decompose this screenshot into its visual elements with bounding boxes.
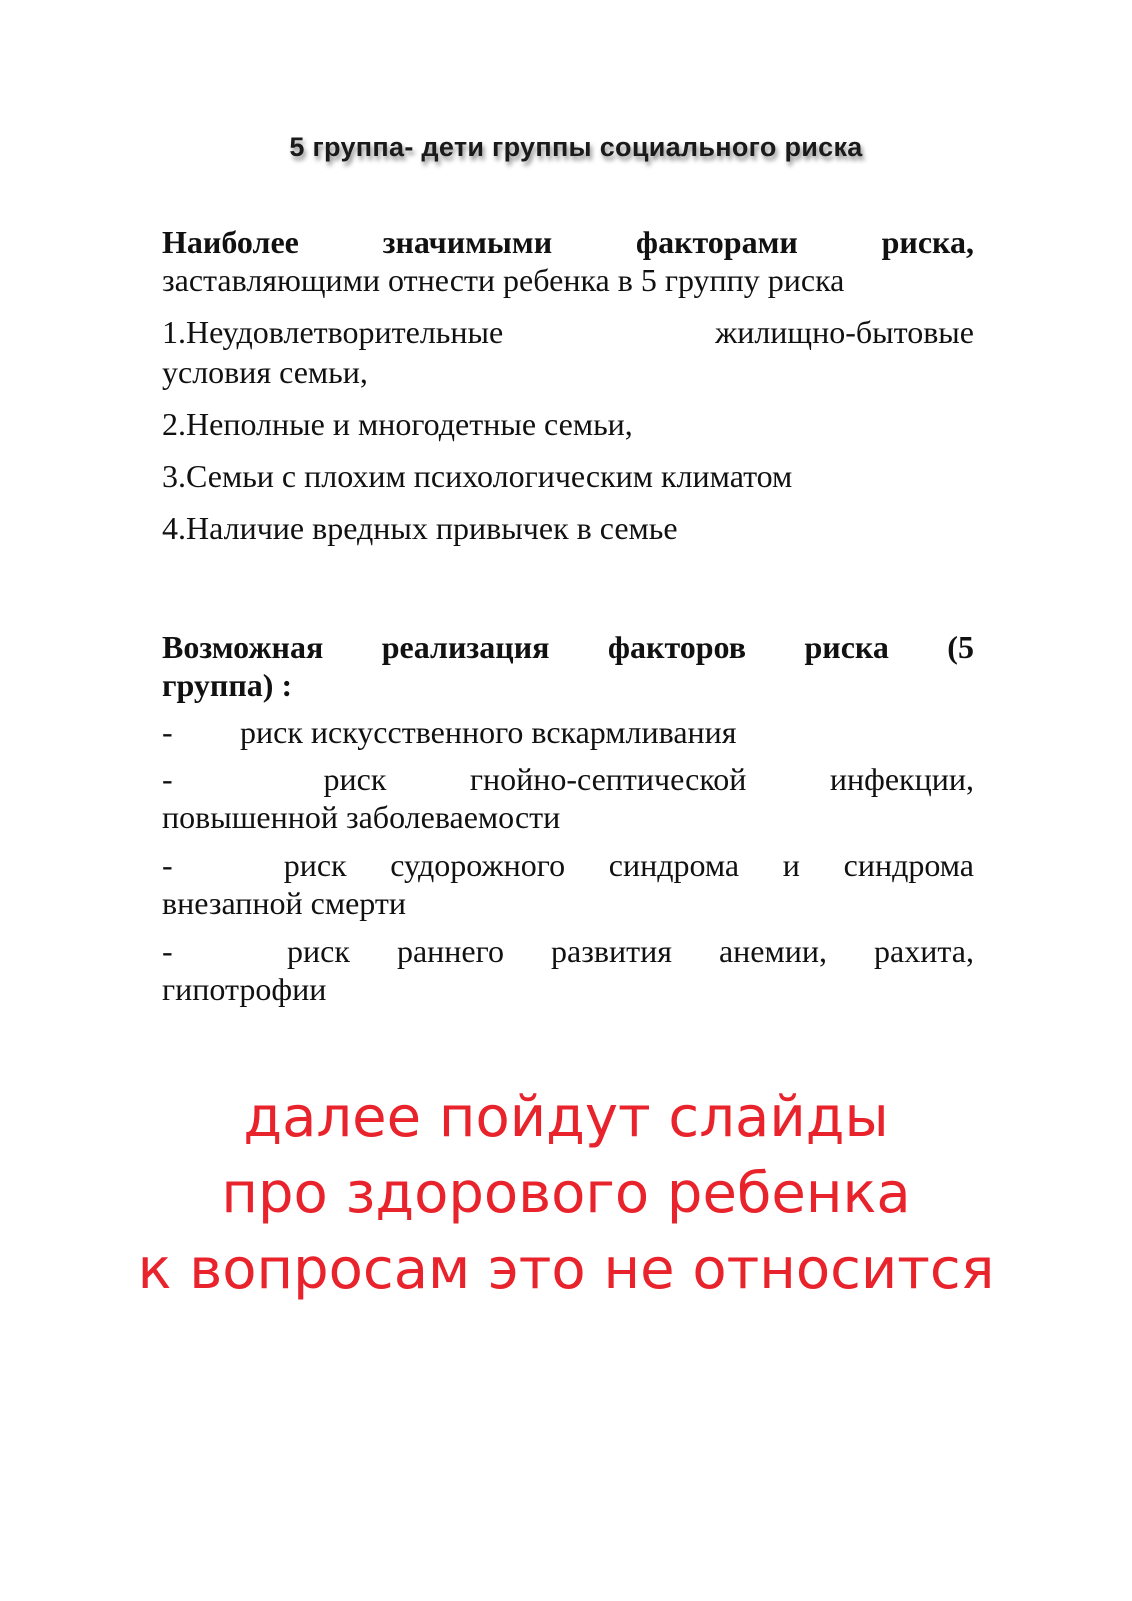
risk-item-3: [162, 845, 974, 885]
factors-heading-word: факторами: [635, 224, 798, 260]
factors-heading-word: риска,: [881, 224, 974, 260]
factors-heading-word: значимыми: [382, 224, 553, 260]
page-title: 5 группа- дети группы социального риска: [289, 132, 863, 162]
risk-item-1: [162, 712, 974, 752]
risk-item-3-continuation: внезапной смерти: [162, 885, 406, 921]
factors-heading: [162, 222, 974, 262]
realization-heading-word: риска: [804, 629, 889, 665]
list-dash: -: [162, 761, 173, 797]
realization-heading-word: реализация: [381, 629, 550, 665]
red-note-line-2: про здорового ребенка: [221, 1161, 911, 1226]
realization-heading: [162, 627, 974, 667]
realization-heading-word: Возможная: [162, 629, 324, 665]
realization-heading-word: (5: [947, 629, 974, 665]
list-dash: -: [162, 933, 173, 969]
list-dash: -: [162, 847, 173, 883]
factors-heading-continuation: заставляющими отнести ребенка в 5 группу риска: [162, 262, 845, 298]
risk-item-3-word: риск: [283, 847, 347, 883]
risk-item-3-word: и: [782, 847, 800, 883]
risk-item-4-word: раннего: [396, 933, 504, 969]
risk-item-1-text: риск искусственного вскармливания: [240, 714, 737, 750]
realization-heading-word: факторов: [607, 629, 747, 665]
red-note-line-1: далее пойдут слайды: [243, 1085, 889, 1150]
factor-item-3: 3.Семьи с плохим психологическим климатом: [162, 458, 793, 494]
list-dash: -: [162, 714, 173, 750]
risk-item-4-continuation: гипотрофии: [162, 971, 327, 1007]
risk-item-4-word: рахита,: [874, 933, 974, 969]
factor-item-1-right: жилищно-бытовые: [715, 314, 974, 350]
risk-item-2-word: инфекции,: [829, 761, 974, 797]
risk-item-2-word: риск: [323, 761, 387, 797]
risk-item-3-word: судорожного: [390, 847, 566, 883]
red-note-line-3: к вопросам это не относится: [137, 1237, 995, 1302]
risk-item-4-word: развития: [551, 933, 672, 969]
risk-item-2-continuation: повышенной заболеваемости: [162, 799, 561, 835]
risk-item-4: [162, 931, 974, 971]
risk-item-4-word: анемии,: [718, 933, 827, 969]
risk-item-3-word: синдрома: [843, 847, 974, 883]
factor-item-1-left: 1.Неудовлетворительные: [162, 314, 504, 350]
risk-item-2: [162, 759, 974, 799]
risk-item-2-word: гнойно-септической: [469, 761, 747, 797]
factor-item-1: [162, 312, 974, 352]
factor-item-2: 2.Неполные и многодетные семьи,: [162, 406, 633, 442]
realization-heading-continuation: группа) :: [162, 667, 293, 703]
risk-item-3-word: синдрома: [608, 847, 740, 883]
factors-heading-word: Наиболее: [162, 224, 299, 260]
risk-item-4-word: риск: [287, 933, 350, 969]
factor-item-4: 4.Наличие вредных привычек в семье: [162, 510, 678, 546]
factor-item-1-continuation: условия семьи,: [162, 354, 368, 390]
red-note: [0, 1080, 1132, 1308]
